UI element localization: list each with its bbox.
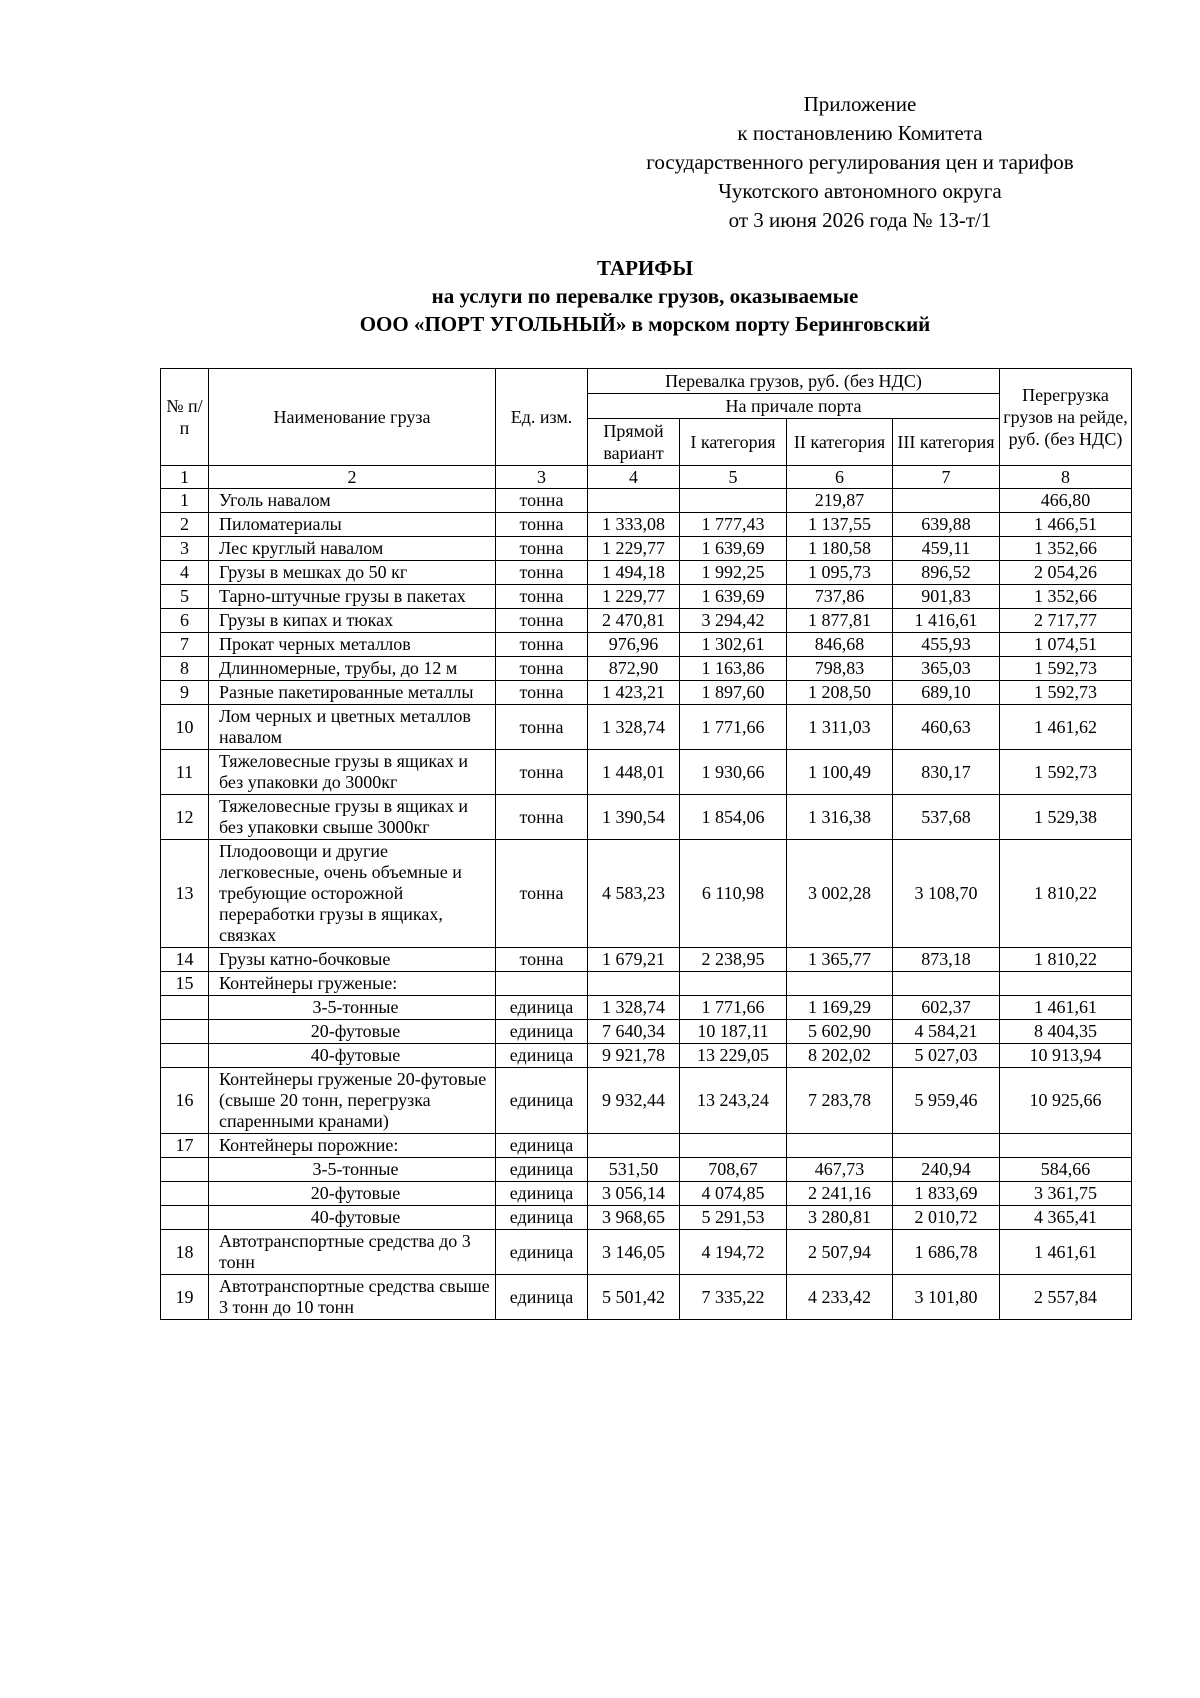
cat2-price-cell: 5 602,90 — [787, 1020, 893, 1044]
table-row — [161, 972, 1132, 996]
cat2-price-cell: 2 241,16 — [787, 1182, 893, 1206]
table-row — [161, 750, 1132, 795]
cargo-name-cell: Контейнеры груженые: — [209, 972, 496, 996]
row-number-cell: 13 — [161, 840, 209, 948]
cargo-name-cell: Тяжеловесные грузы в ящиках и без упаковки до 3000кг — [209, 750, 496, 795]
cat1-price-cell: 10 187,11 — [680, 1020, 787, 1044]
row-number-cell: 6 — [161, 609, 209, 633]
cat1-price-cell: 708,67 — [680, 1158, 787, 1182]
roadstead-price-cell: 584,66 — [1000, 1158, 1132, 1182]
direct-price-cell: 3 968,65 — [588, 1206, 680, 1230]
row-number-cell — [161, 1158, 209, 1182]
header-direct: Прямой вариант — [588, 419, 680, 466]
roadstead-price-cell: 1 810,22 — [1000, 840, 1132, 948]
cargo-name-cell: Тяжеловесные грузы в ящиках и без упаковки свыше 3000кг — [209, 795, 496, 840]
cat2-price-cell: 3 280,81 — [787, 1206, 893, 1230]
direct-price-cell: 1 333,08 — [588, 513, 680, 537]
roadstead-price-cell: 10 925,66 — [1000, 1068, 1132, 1134]
unit-cell: единица — [496, 1206, 588, 1230]
unit-cell: единица — [496, 1068, 588, 1134]
appendix-block — [600, 90, 1120, 235]
cat1-price-cell: 1 930,66 — [680, 750, 787, 795]
table-row — [161, 1275, 1132, 1320]
unit-cell: единица — [496, 1275, 588, 1320]
table-row — [161, 1206, 1132, 1230]
column-index: 6 — [787, 466, 893, 489]
direct-price-cell — [588, 972, 680, 996]
row-number-cell: 19 — [161, 1275, 209, 1320]
cat2-price-cell: 4 233,42 — [787, 1275, 893, 1320]
unit-cell: тонна — [496, 609, 588, 633]
table-row — [161, 489, 1132, 513]
cargo-name-cell: Лом черных и цветных металлов навалом — [209, 705, 496, 750]
header-num: № п/п — [161, 369, 209, 466]
cat1-price-cell: 1 777,43 — [680, 513, 787, 537]
roadstead-price-cell: 1 074,51 — [1000, 633, 1132, 657]
header-cat1: I категория — [680, 419, 787, 466]
appendix-line: от 3 июня 2026 года № 13-т/1 — [728, 208, 992, 232]
cat1-price-cell: 1 639,69 — [680, 585, 787, 609]
cat1-price-cell: 1 992,25 — [680, 561, 787, 585]
unit-cell: тонна — [496, 513, 588, 537]
cat2-price-cell: 7 283,78 — [787, 1068, 893, 1134]
row-number-cell: 2 — [161, 513, 209, 537]
direct-price-cell: 1 494,18 — [588, 561, 680, 585]
cat1-price-cell: 1 163,86 — [680, 657, 787, 681]
column-index: 3 — [496, 466, 588, 489]
direct-price-cell: 4 583,23 — [588, 840, 680, 948]
title-line: на услуги по перевалке грузов, оказываемые — [431, 284, 859, 308]
direct-price-cell: 1 679,21 — [588, 948, 680, 972]
table-row — [161, 609, 1132, 633]
cat1-price-cell — [680, 972, 787, 996]
unit-cell: тонна — [496, 750, 588, 795]
cat1-price-cell: 1 854,06 — [680, 795, 787, 840]
column-index: 7 — [893, 466, 1000, 489]
cat1-price-cell — [680, 1134, 787, 1158]
unit-cell: единица — [496, 1134, 588, 1158]
unit-cell: тонна — [496, 561, 588, 585]
cat3-price-cell: 873,18 — [893, 948, 1000, 972]
unit-cell: тонна — [496, 657, 588, 681]
cat1-price-cell: 4 194,72 — [680, 1230, 787, 1275]
cat3-price-cell: 689,10 — [893, 681, 1000, 705]
direct-price-cell: 9 932,44 — [588, 1068, 680, 1134]
table-row — [161, 537, 1132, 561]
cat1-price-cell: 1 771,66 — [680, 705, 787, 750]
title-line: ТАРИФЫ — [597, 256, 693, 280]
table-row — [161, 795, 1132, 840]
cargo-name-cell: Тарно-штучные грузы в пакетах — [209, 585, 496, 609]
direct-price-cell: 1 328,74 — [588, 705, 680, 750]
column-index: 1 — [161, 466, 209, 489]
unit-cell: тонна — [496, 840, 588, 948]
roadstead-price-cell: 1 529,38 — [1000, 795, 1132, 840]
cat2-price-cell: 2 507,94 — [787, 1230, 893, 1275]
roadstead-price-cell: 1 592,73 — [1000, 750, 1132, 795]
roadstead-price-cell: 2 054,26 — [1000, 561, 1132, 585]
cat3-price-cell: 896,52 — [893, 561, 1000, 585]
roadstead-price-cell: 3 361,75 — [1000, 1182, 1132, 1206]
direct-price-cell — [588, 489, 680, 513]
unit-cell: единица — [496, 1044, 588, 1068]
cat3-price-cell: 3 101,80 — [893, 1275, 1000, 1320]
table-row — [161, 1158, 1132, 1182]
unit-cell: тонна — [496, 585, 588, 609]
cat2-price-cell: 1 095,73 — [787, 561, 893, 585]
row-number-cell: 5 — [161, 585, 209, 609]
cat2-price-cell: 798,83 — [787, 657, 893, 681]
cat3-price-cell: 1 416,61 — [893, 609, 1000, 633]
cargo-name-cell: Контейнеры груженые 20-футовые (свыше 20 тонн, перегрузка спаренными кранами) — [209, 1068, 496, 1134]
title-line: ООО «ПОРТ УГОЛЬНЫЙ» в морском порту Беринговский — [359, 312, 931, 336]
unit-cell: тонна — [496, 681, 588, 705]
cat2-price-cell: 1 169,29 — [787, 996, 893, 1020]
direct-price-cell: 1 328,74 — [588, 996, 680, 1020]
cargo-name-cell: 40-футовые — [209, 1206, 496, 1230]
header-roadstead: Перегрузка грузов на рейде, руб. (без НДС) — [1000, 369, 1132, 466]
row-number-cell: 15 — [161, 972, 209, 996]
row-number-cell — [161, 1044, 209, 1068]
unit-cell: единица — [496, 996, 588, 1020]
direct-price-cell: 976,96 — [588, 633, 680, 657]
roadstead-price-cell — [1000, 972, 1132, 996]
document-title — [160, 254, 1130, 338]
cat3-price-cell: 240,94 — [893, 1158, 1000, 1182]
cat2-price-cell: 1 877,81 — [787, 609, 893, 633]
cat2-price-cell: 1 137,55 — [787, 513, 893, 537]
cat1-price-cell: 5 291,53 — [680, 1206, 787, 1230]
cat1-price-cell: 3 294,42 — [680, 609, 787, 633]
cargo-name-cell: Автотранспортные средства до 3 тонн — [209, 1230, 496, 1275]
unit-cell: тонна — [496, 948, 588, 972]
table-row — [161, 1134, 1132, 1158]
row-number-cell — [161, 1020, 209, 1044]
cat1-price-cell — [680, 489, 787, 513]
header-cat2: II категория — [787, 419, 893, 466]
cat3-price-cell: 460,63 — [893, 705, 1000, 750]
cargo-name-cell: Длинномерные, трубы, до 12 м — [209, 657, 496, 681]
unit-cell: тонна — [496, 537, 588, 561]
row-number-cell: 1 — [161, 489, 209, 513]
cat3-price-cell: 1 686,78 — [893, 1230, 1000, 1275]
roadstead-price-cell: 8 404,35 — [1000, 1020, 1132, 1044]
appendix-line: Чукотского автономного округа — [718, 179, 1002, 203]
cat3-price-cell: 602,37 — [893, 996, 1000, 1020]
cat3-price-cell: 901,83 — [893, 585, 1000, 609]
table-row — [161, 705, 1132, 750]
direct-price-cell — [588, 1134, 680, 1158]
direct-price-cell: 1 448,01 — [588, 750, 680, 795]
row-number-cell: 18 — [161, 1230, 209, 1275]
roadstead-price-cell: 1 810,22 — [1000, 948, 1132, 972]
column-index: 2 — [209, 466, 496, 489]
cargo-name-cell: Прокат черных металлов — [209, 633, 496, 657]
roadstead-price-cell: 2 557,84 — [1000, 1275, 1132, 1320]
table-row — [161, 513, 1132, 537]
unit-cell: тонна — [496, 633, 588, 657]
cat3-price-cell: 459,11 — [893, 537, 1000, 561]
row-number-cell — [161, 1182, 209, 1206]
direct-price-cell: 5 501,42 — [588, 1275, 680, 1320]
direct-price-cell: 1 423,21 — [588, 681, 680, 705]
row-number-cell: 7 — [161, 633, 209, 657]
table-row — [161, 1044, 1132, 1068]
cat3-price-cell — [893, 1134, 1000, 1158]
table-row — [161, 1020, 1132, 1044]
cargo-name-cell: Уголь навалом — [209, 489, 496, 513]
unit-cell: единица — [496, 1230, 588, 1275]
row-number-cell — [161, 1206, 209, 1230]
header-berth: На причале порта — [588, 394, 1000, 419]
direct-price-cell: 7 640,34 — [588, 1020, 680, 1044]
cargo-name-cell: Лес круглый навалом — [209, 537, 496, 561]
cargo-name-cell: Грузы в кипах и тюках — [209, 609, 496, 633]
direct-price-cell: 3 056,14 — [588, 1182, 680, 1206]
cat2-price-cell: 467,73 — [787, 1158, 893, 1182]
cat2-price-cell: 3 002,28 — [787, 840, 893, 948]
direct-price-cell: 531,50 — [588, 1158, 680, 1182]
column-index-row — [161, 466, 1132, 489]
header-transshipment: Перевалка грузов, руб. (без НДС) — [588, 369, 1000, 394]
cargo-name-cell: 20-футовые — [209, 1020, 496, 1044]
roadstead-price-cell: 1 592,73 — [1000, 681, 1132, 705]
cat3-price-cell — [893, 489, 1000, 513]
table-header-row — [161, 369, 1132, 394]
row-number-cell — [161, 996, 209, 1020]
cargo-name-cell: 3-5-тонные — [209, 996, 496, 1020]
cat3-price-cell: 4 584,21 — [893, 1020, 1000, 1044]
table-row — [161, 657, 1132, 681]
cat3-price-cell: 3 108,70 — [893, 840, 1000, 948]
direct-price-cell: 872,90 — [588, 657, 680, 681]
header-cat3: III категория — [893, 419, 1000, 466]
cat2-price-cell — [787, 972, 893, 996]
cat1-price-cell: 1 302,61 — [680, 633, 787, 657]
header-unit: Ед. изм. — [496, 369, 588, 466]
cargo-name-cell: Пиломатериалы — [209, 513, 496, 537]
cat1-price-cell: 1 897,60 — [680, 681, 787, 705]
cat3-price-cell: 455,93 — [893, 633, 1000, 657]
cargo-name-cell: 20-футовые — [209, 1182, 496, 1206]
cat2-price-cell: 219,87 — [787, 489, 893, 513]
unit-cell: единица — [496, 1158, 588, 1182]
roadstead-price-cell — [1000, 1134, 1132, 1158]
row-number-cell: 16 — [161, 1068, 209, 1134]
cargo-name-cell: Автотранспортные средства свыше 3 тонн до 10 тонн — [209, 1275, 496, 1320]
cargo-name-cell: 3-5-тонные — [209, 1158, 496, 1182]
cat2-price-cell: 846,68 — [787, 633, 893, 657]
row-number-cell: 8 — [161, 657, 209, 681]
table-body — [161, 489, 1132, 1320]
cat1-price-cell: 7 335,22 — [680, 1275, 787, 1320]
roadstead-price-cell: 4 365,41 — [1000, 1206, 1132, 1230]
row-number-cell: 9 — [161, 681, 209, 705]
column-index: 4 — [588, 466, 680, 489]
cat2-price-cell: 1 208,50 — [787, 681, 893, 705]
cat2-price-cell — [787, 1134, 893, 1158]
cat1-price-cell: 6 110,98 — [680, 840, 787, 948]
cat2-price-cell: 1 180,58 — [787, 537, 893, 561]
appendix-line: к постановлению Комитета — [737, 121, 983, 145]
cat3-price-cell: 639,88 — [893, 513, 1000, 537]
table-row — [161, 948, 1132, 972]
column-index: 5 — [680, 466, 787, 489]
table-row — [161, 633, 1132, 657]
unit-cell: единица — [496, 1020, 588, 1044]
cargo-name-cell: Плодоовощи и другие легковесные, очень объемные и требующие осторожной переработки грузы в ящиках, связках — [209, 840, 496, 948]
cat1-price-cell: 1 639,69 — [680, 537, 787, 561]
tariffs-table — [160, 368, 1132, 1320]
cargo-name-cell: Грузы катно-бочковые — [209, 948, 496, 972]
table-row — [161, 681, 1132, 705]
appendix-line: государственного регулирования цен и тарифов — [646, 150, 1074, 174]
table-row — [161, 840, 1132, 948]
roadstead-price-cell: 466,80 — [1000, 489, 1132, 513]
column-index: 8 — [1000, 466, 1132, 489]
row-number-cell: 10 — [161, 705, 209, 750]
row-number-cell: 14 — [161, 948, 209, 972]
cat1-price-cell: 13 229,05 — [680, 1044, 787, 1068]
table-row — [161, 1068, 1132, 1134]
cat3-price-cell: 5 959,46 — [893, 1068, 1000, 1134]
roadstead-price-cell: 1 592,73 — [1000, 657, 1132, 681]
cargo-name-cell: Разные пакетированные металлы — [209, 681, 496, 705]
roadstead-price-cell: 1 352,66 — [1000, 585, 1132, 609]
roadstead-price-cell: 2 717,77 — [1000, 609, 1132, 633]
cat2-price-cell: 1 365,77 — [787, 948, 893, 972]
cat1-price-cell: 2 238,95 — [680, 948, 787, 972]
cargo-name-cell: Грузы в мешках до 50 кг — [209, 561, 496, 585]
roadstead-price-cell: 10 913,94 — [1000, 1044, 1132, 1068]
table-row — [161, 561, 1132, 585]
cargo-name-cell: Контейнеры порожние: — [209, 1134, 496, 1158]
roadstead-price-cell: 1 461,62 — [1000, 705, 1132, 750]
cargo-name-cell: 40-футовые — [209, 1044, 496, 1068]
direct-price-cell: 3 146,05 — [588, 1230, 680, 1275]
cat3-price-cell — [893, 972, 1000, 996]
roadstead-price-cell: 1 461,61 — [1000, 1230, 1132, 1275]
header-name: Наименование груза — [209, 369, 496, 466]
cat2-price-cell: 737,86 — [787, 585, 893, 609]
direct-price-cell: 2 470,81 — [588, 609, 680, 633]
direct-price-cell: 1 390,54 — [588, 795, 680, 840]
cat2-price-cell: 1 100,49 — [787, 750, 893, 795]
table-row — [161, 996, 1132, 1020]
cat1-price-cell: 13 243,24 — [680, 1068, 787, 1134]
direct-price-cell: 1 229,77 — [588, 585, 680, 609]
cat3-price-cell: 830,17 — [893, 750, 1000, 795]
cat2-price-cell: 8 202,02 — [787, 1044, 893, 1068]
row-number-cell: 11 — [161, 750, 209, 795]
cat3-price-cell: 537,68 — [893, 795, 1000, 840]
row-number-cell: 17 — [161, 1134, 209, 1158]
unit-cell: единица — [496, 1182, 588, 1206]
direct-price-cell: 1 229,77 — [588, 537, 680, 561]
cat1-price-cell: 1 771,66 — [680, 996, 787, 1020]
table-row — [161, 1182, 1132, 1206]
table-row — [161, 585, 1132, 609]
unit-cell: тонна — [496, 489, 588, 513]
cat3-price-cell: 2 010,72 — [893, 1206, 1000, 1230]
roadstead-price-cell: 1 466,51 — [1000, 513, 1132, 537]
unit-cell: тонна — [496, 795, 588, 840]
roadstead-price-cell: 1 461,61 — [1000, 996, 1132, 1020]
unit-cell: тонна — [496, 705, 588, 750]
table-row — [161, 1230, 1132, 1275]
cat3-price-cell: 5 027,03 — [893, 1044, 1000, 1068]
roadstead-price-cell: 1 352,66 — [1000, 537, 1132, 561]
cat2-price-cell: 1 316,38 — [787, 795, 893, 840]
row-number-cell: 3 — [161, 537, 209, 561]
direct-price-cell: 9 921,78 — [588, 1044, 680, 1068]
row-number-cell: 4 — [161, 561, 209, 585]
cat1-price-cell: 4 074,85 — [680, 1182, 787, 1206]
unit-cell — [496, 972, 588, 996]
cat3-price-cell: 1 833,69 — [893, 1182, 1000, 1206]
row-number-cell: 12 — [161, 795, 209, 840]
cat3-price-cell: 365,03 — [893, 657, 1000, 681]
appendix-line: Приложение — [803, 92, 917, 116]
cat2-price-cell: 1 311,03 — [787, 705, 893, 750]
